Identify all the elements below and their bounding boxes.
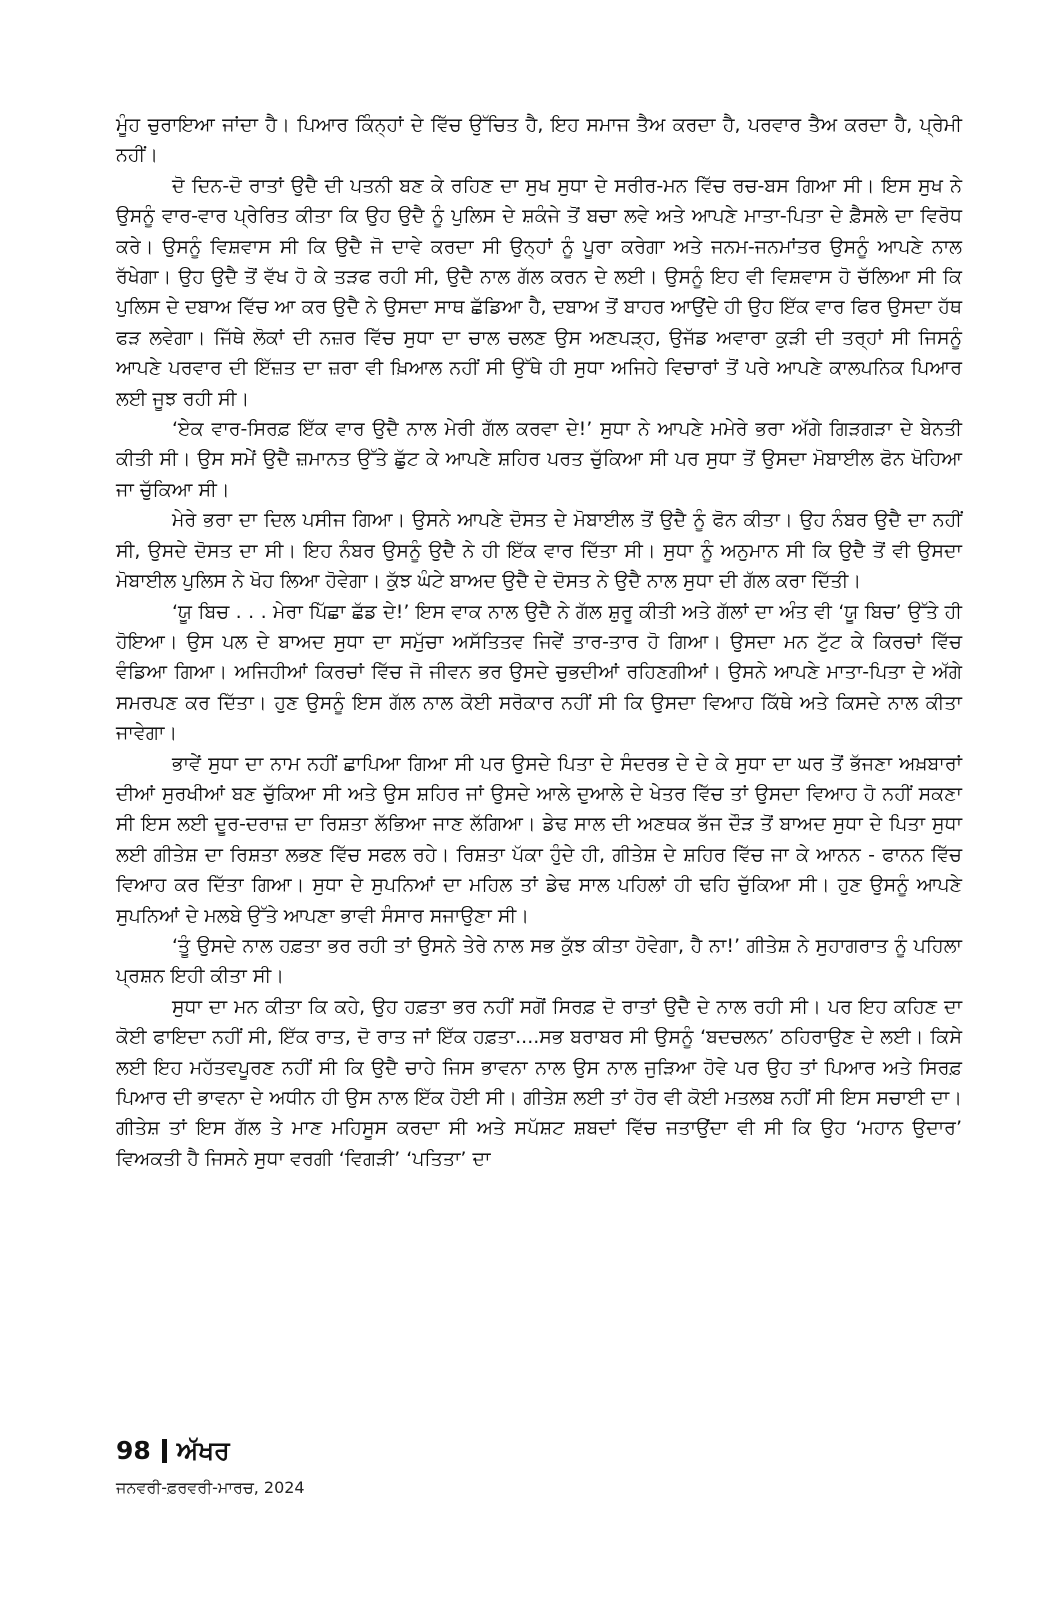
paragraph: ਮੇਰੇ ਭਰਾ ਦਾ ਦਿਲ ਪਸੀਜ ਗਿਆ। ਉਸਨੇ ਆਪਣੇ ਦੋਸਤ ਦੇ ਮੋਬਾਈਲ ਤੋਂ ਉਦੈ ਨੂੰ ਫੋਨ ਕੀਤਾ। ਉਹ ਨੰਬਰ ਉਦੈ ਦਾ ਨਹੀਂ ਸੀ, ਉਸਦੇ ਦੋਸਤ ਦਾ ਸੀ। ਇਹ ਨੰਬਰ ਉਸਨੂੰ ਉਦੈ ਨੇ ਹੀ ਇੱਕ ਵਾਰ ਦਿੱਤਾ ਸੀ। ਸੁਧਾ ਨੂੰ ਅਨੁਮਾਨ ਸੀ ਕਿ ਉਦੈ ਤੋਂ ਵੀ ਉਸਦਾ ਮੋਬਾਈਲ ਪੁਲਿਸ ਨੇ ਖੋਹ ਲਿਆ ਹੋਵੇਗਾ। ਕੁੱਝ ਘੰਟੇ ਬਾਅਦ ਉਦੈ ਦੇ ਦੋਸਤ ਨੇ ਉਦੈ ਨਾਲ ਸੁਧਾ ਦੀ ਗੱਲ ਕਰਾ ਦਿੱਤੀ। xyxy=(116,509,962,593)
paragraph: ਭਾਵੇਂ ਸੁਧਾ ਦਾ ਨਾਮ ਨਹੀਂ ਛਾਪਿਆ ਗਿਆ ਸੀ ਪਰ ਉਸਦੇ ਪਿਤਾ ਦੇ ਸੰਦਰਭ ਦੇ ਦੇ ਕੇ ਸੁਧਾ ਦਾ ਘਰ ਤੋਂ ਭੱਜਣਾ ਅਖ਼ਬਾਰਾਂ ਦੀਆਂ ਸੁਰਖੀਆਂ ਬਣ ਚੁੱਕਿਆ ਸੀ ਅਤੇ ਉਸ ਸ਼ਹਿਰ ਜਾਂ ਉਸਦੇ ਆਲੇ ਦੁਆਲੇ ਦੇ ਖੇਤਰ ਵਿੱਚ ਤਾਂ ਉਸਦਾ ਵਿਆਹ ਹੋ ਨਹੀਂ ਸਕਣਾ ਸੀ ਇਸ ਲਈ ਦੂਰ-ਦਰਾਜ਼ ਦਾ ਰਿਸ਼ਤਾ ਲੱਭਿਆ ਜਾਣ ਲੱਗਿਆ। ਡੇਢ ਸਾਲ ਦੀ ਅਣਥਕ ਭੱਜ ਦੌੜ ਤੋਂ ਬਾਅਦ ਸੁਧਾ ਦੇ ਪਿਤਾ ਸੁਧਾ ਲਈ ਗੀਤੇਸ਼ ਦਾ ਰਿਸ਼ਤਾ ਲਭਣ ਵਿੱਚ ਸਫਲ ਰਹੇ। ਰਿਸ਼ਤਾ ਪੱਕਾ ਹੁੰਦੇ ਹੀ, ਗੀਤੇਸ਼ ਦੇ ਸ਼ਹਿਰ ਵਿੱਚ ਜਾ ਕੇ ਆਨਨ - ਫਾਨਨ ਵਿੱਚ ਵਿਆਹ ਕਰ ਦਿੱਤਾ ਗਿਆ। ਸੁਧਾ ਦੇ ਸੁਪਨਿਆਂ ਦਾ ਮਹਿਲ ਤਾਂ ਡੇਢ ਸਾਲ ਪਹਿਲਾਂ ਹੀ ਢਹਿ ਚੁੱਕਿਆ ਸੀ। ਹੁਣ ਉਸਨੂੰ ਆਪਣੇ ਸੁਪਨਿਆਂ ਦੇ ਮਲਬੇ ਉੱਤੇ ਆਪਣਾ ਭਾਵੀ ਸੰਸਾਰ ਸਜਾਉਣਾ ਸੀ। xyxy=(116,752,962,927)
separator-bar xyxy=(162,1439,167,1463)
paragraph: ‘ਤੂੰ ਉਸਦੇ ਨਾਲ ਹਫ਼ਤਾ ਭਰ ਰਹੀ ਤਾਂ ਉਸਨੇ ਤੇਰੇ ਨਾਲ ਸਭ ਕੁੱਝ ਕੀਤਾ ਹੋਵੇਗਾ, ਹੈ ਨਾ!’ ਗੀਤੇਸ਼ ਨੇ ਸੁਹਾਗਰਾਤ ਨੂੰ ਪਹਿਲਾ ਪ੍ਰਸ਼ਨ ਇਹੀ ਕੀਤਾ ਸੀ। xyxy=(116,934,962,988)
paragraph: ਮੂੰਹ ਚੁਰਾਇਆ ਜਾਂਦਾ ਹੈ। ਪਿਆਰ ਕਿੰਨ੍ਹਾਂ ਦੇ ਵਿੱਚ ਉੱਚਿਤ ਹੈ, ਇਹ ਸਮਾਜ ਤੈਅ ਕਰਦਾ ਹੈ, ਪਰਵਾਰ ਤੈਅ ਕਰਦਾ ਹੈ, ਪ੍ਰੇਮੀ ਨਹੀਂ। xyxy=(116,114,962,167)
article-body xyxy=(116,110,962,1174)
issue-date: ਜਨਵਰੀ-ਫ਼ਰਵਰੀ-ਮਾਰਚ, 2024 xyxy=(116,1478,305,1497)
page-footer xyxy=(116,1434,516,1500)
paragraph: ਸੁਧਾ ਦਾ ਮਨ ਕੀਤਾ ਕਿ ਕਹੇ, ਉਹ ਹਫ਼ਤਾ ਭਰ ਨਹੀਂ ਸਗੋਂ ਸਿਰਫ਼ ਦੋ ਰਾਤਾਂ ਉਦੈ ਦੇ ਨਾਲ ਰਹੀ ਸੀ। ਪਰ ਇਹ ਕਹਿਣ ਦਾ ਕੋਈ ਫਾਇਦਾ ਨਹੀਂ ਸੀ, ਇੱਕ ਰਾਤ, ਦੋ ਰਾਤ ਜਾਂ ਇੱਕ ਹਫ਼ਤਾ....ਸਭ ਬਰਾਬਰ ਸੀ ਉਸਨੂੰ ‘ਬਦਚਲਨ’ ਠਹਿਰਾਉਣ ਦੇ ਲਈ। ਕਿਸੇ ਲਈ ਇਹ ਮਹੱਤਵਪੂਰਣ ਨਹੀਂ ਸੀ ਕਿ ਉਦੈ ਚਾਹੇ ਜਿਸ ਭਾਵਨਾ ਨਾਲ ਉਸ ਨਾਲ ਜੁੜਿਆ ਹੋਵੇ ਪਰ ਉਹ ਤਾਂ ਪਿਆਰ ਅਤੇ ਸਿਰਫ਼ ਪਿਆਰ ਦੀ ਭਾਵਨਾ ਦੇ ਅਧੀਨ ਹੀ ਉਸ ਨਾਲ ਇੱਕ ਹੋਈ ਸੀ। ਗੀਤੇਸ਼ ਲਈ ਤਾਂ ਹੋਰ ਵੀ ਕੋਈ ਮਤਲਬ ਨਹੀਂ ਸੀ ਇਸ ਸਚਾਈ ਦਾ। ਗੀਤੇਸ਼ ਤਾਂ ਇਸ ਗੱਲ ਤੇ ਮਾਣ ਮਹਿਸੂਸ ਕਰਦਾ ਸੀ ਅਤੇ ਸਪੱਸ਼ਟ ਸ਼ਬਦਾਂ ਵਿੱਚ ਜਤਾਉਂਦਾ ਵੀ ਸੀ ਕਿ ਉਹ ‘ਮਹਾਨ ਉਦਾਰ’ ਵਿਅਕਤੀ ਹੈ ਜਿਸਨੇ ਸੁਧਾ ਵਰਗੀ ‘ਵਿਗੜੀ’ ‘ਪਤਿਤਾ’ ਦਾ xyxy=(116,995,962,1170)
page-number: 98 xyxy=(116,1436,151,1465)
paragraph: ‘ਏਕ ਵਾਰ-ਸਿਰਫ਼ ਇੱਕ ਵਾਰ ਉਦੈ ਨਾਲ ਮੇਰੀ ਗੱਲ ਕਰਵਾ ਦੇ!’ ਸੁਧਾ ਨੇ ਆਪਣੇ ਮਮੇਰੇ ਭਰਾ ਅੱਗੇ ਗਿੜਗੜਾ ਦੇ ਬੇਨਤੀ ਕੀਤੀ ਸੀ। ਉਸ ਸਮੇਂ ਉਦੈ ਜ਼ਮਾਨਤ ਉੱਤੇ ਛੁੱਟ ਕੇ ਆਪਣੇ ਸ਼ਹਿਰ ਪਰਤ ਚੁੱਕਿਆ ਸੀ ਪਰ ਸੁਧਾ ਤੋਂ ਉਸਦਾ ਮੋਬਾਈਲ ਫੋਨ ਖੋਹਿਆ ਜਾ ਚੁੱਕਿਆ ਸੀ। xyxy=(116,418,962,501)
footer-title-line xyxy=(116,1434,516,1468)
magazine-name: ਅੱਖਰ xyxy=(176,1436,230,1465)
paragraph: ਦੋ ਦਿਨ-ਦੋ ਰਾਤਾਂ ਉਦੈ ਦੀ ਪਤਨੀ ਬਣ ਕੇ ਰਹਿਣ ਦਾ ਸੁਖ ਸੁਧਾ ਦੇ ਸਰੀਰ-ਮਨ ਵਿੱਚ ਰਚ-ਬਸ ਗਿਆ ਸੀ। ਇਸ ਸੁਖ ਨੇ ਉਸਨੂੰ ਵਾਰ-ਵਾਰ ਪ੍ਰੇਰਿਤ ਕੀਤਾ ਕਿ ਉਹ ਉਦੈ ਨੂੰ ਪੁਲਿਸ ਦੇ ਸ਼ਕੰਜੇ ਤੋਂ ਬਚਾ ਲਵੇ ਅਤੇ ਆਪਣੇ ਮਾਤਾ-ਪਿਤਾ ਦੇ ਫ਼ੈਸਲੇ ਦਾ ਵਿਰੋਧ ਕਰੇ। ਉਸਨੂੰ ਵਿਸ਼ਵਾਸ ਸੀ ਕਿ ਉਦੈ ਜੋ ਦਾਵੇ ਕਰਦਾ ਸੀ ਉਨ੍ਹਾਂ ਨੂੰ ਪੂਰਾ ਕਰੇਗਾ ਅਤੇ ਜਨਮ-ਜਨਮਾਂਤਰ ਉਸਨੂੰ ਆਪਣੇ ਨਾਲ ਰੱਖੇਗਾ। ਉਹ ਉਦੈ ਤੋਂ ਵੱਖ ਹੋ ਕੇ ਤੜਫ ਰਹੀ ਸੀ, ਉਦੈ ਨਾਲ ਗੱਲ ਕਰਨ ਦੇ ਲਈ। ਉਸਨੂੰ ਇਹ ਵੀ ਵਿਸ਼ਵਾਸ ਹੋ ਚੱਲਿਆ ਸੀ ਕਿ ਪੁਲਿਸ ਦੇ ਦਬਾਅ ਵਿੱਚ ਆ ਕਰ ਉਦੈ ਨੇ ਉਸਦਾ ਸਾਥ ਛੱਡਿਆ ਹੈ, ਦਬਾਅ ਤੋਂ ਬਾਹਰ ਆਉਂਦੇ ਹੀ ਉਹ ਇੱਕ ਵਾਰ ਫਿਰ ਉਸਦਾ ਹੱਥ ਫੜ ਲਵੇਗਾ। ਜਿੱਥੇ ਲੋਕਾਂ ਦੀ ਨਜ਼ਰ ਵਿੱਚ ਸੁਧਾ ਦਾ ਚਾਲ ਚਲਣ ਉਸ ਅਣਪੜ੍ਹ, ਉਜੱਡ ਅਵਾਰਾ ਕੁੜੀ ਦੀ ਤਰ੍ਹਾਂ ਸੀ ਜਿਸਨੂੰ ਆਪਣੇ ਪਰਵਾਰ ਦੀ ਇੱਜ਼ਤ ਦਾ ਜ਼ਰਾ ਵੀ ਖ਼ਿਆਲ ਨਹੀਂ ਸੀ ਉੱਥੇ ਹੀ ਸੁਧਾ ਅਜਿਹੇ ਵਿਚਾਰਾਂ ਤੋਂ ਪਰੇ ਆਪਣੇ ਕਾਲਪਨਿਕ ਪਿਆਰ ਲਈ ਜੂਝ ਰਹੀ ਸੀ। xyxy=(116,174,962,410)
paragraph: ‘ਯੂ ਬਿਚ . . . ਮੇਰਾ ਪਿੱਛਾ ਛੱਡ ਦੇ!’ ਇਸ ਵਾਕ ਨਾਲ ਉਦੈ ਨੇ ਗੱਲ ਸ਼ੁਰੂ ਕੀਤੀ ਅਤੇ ਗੱਲਾਂ ਦਾ ਅੰਤ ਵੀ ‘ਯੂ ਬਿਚ’ ਉੱਤੇ ਹੀ ਹੋਇਆ। ਉਸ ਪਲ ਦੇ ਬਾਅਦ ਸੁਧਾ ਦਾ ਸਮੁੱਚਾ ਅਸੱਤਿਤਵ ਜਿਵੇਂ ਤਾਰ-ਤਾਰ ਹੋ ਗਿਆ। ਉਸਦਾ ਮਨ ਟੁੱਟ ਕੇ ਕਿਰਚਾਂ ਵਿੱਚ ਵੰਡਿਆ ਗਿਆ। ਅਜਿਹੀਆਂ ਕਿਰਚਾਂ ਵਿੱਚ ਜੋ ਜੀਵਨ ਭਰ ਉਸਦੇ ਚੁਭਦੀਆਂ ਰਹਿਣਗੀਆਂ। ਉਸਨੇ ਆਪਣੇ ਮਾਤਾ-ਪਿਤਾ ਦੇ ਅੱਗੇ ਸਮਰਪਣ ਕਰ ਦਿੱਤਾ। ਹੁਣ ਉਸਨੂੰ ਇਸ ਗੱਲ ਨਾਲ ਕੋਈ ਸਰੋਕਾਰ ਨਹੀਂ ਸੀ ਕਿ ਉਸਦਾ ਵਿਆਹ ਕਿੱਥੇ ਅਤੇ ਕਿਸਦੇ ਨਾਲ ਕੀਤਾ ਜਾਵੇਗਾ। xyxy=(116,600,962,745)
